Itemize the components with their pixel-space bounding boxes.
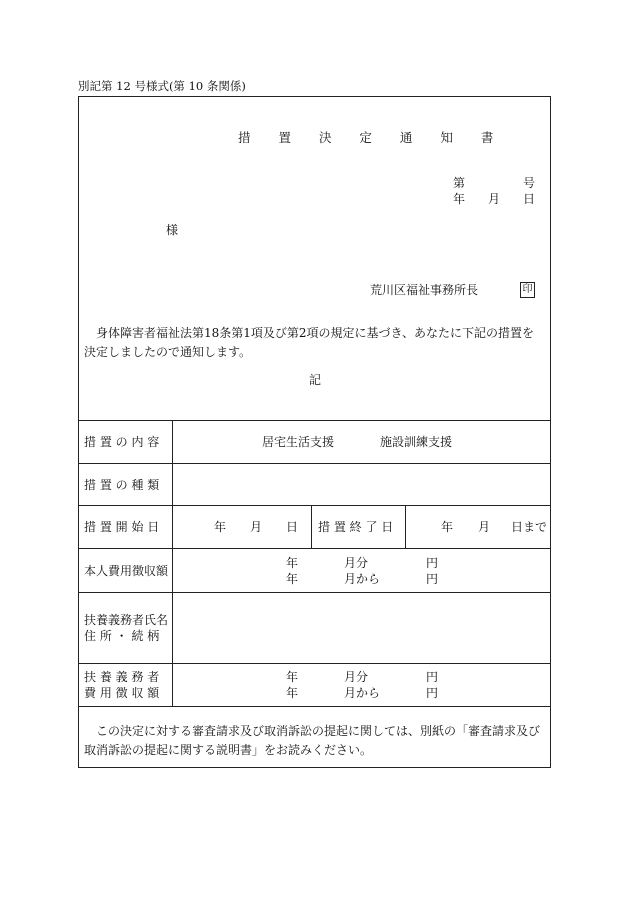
date-year: 年 — [453, 192, 466, 206]
self-fee-month-from: 月から — [344, 572, 381, 586]
table-top-border — [78, 420, 551, 421]
number-prefix: 第 — [453, 176, 466, 190]
date-month: 月 — [488, 192, 501, 206]
self-fee-label: 本人費用徴収額 — [84, 564, 169, 578]
self-fee-yen-1: 円 — [426, 556, 439, 570]
end-label-divider — [405, 505, 406, 548]
ki-mark: 記 — [309, 373, 322, 387]
self-fee-yen-2: 円 — [426, 572, 439, 586]
number-suffix: 号 — [523, 176, 536, 190]
row-divider — [78, 592, 551, 593]
row-divider — [78, 505, 551, 506]
guardian-fee-month-from: 月から — [344, 686, 381, 700]
table-bottom-border — [78, 706, 551, 707]
start-end-divider — [311, 505, 312, 548]
row-divider — [78, 548, 551, 549]
end-day-until: 日まで — [511, 520, 548, 534]
guardian-address-label: 住 所 ・ 続 柄 — [84, 629, 160, 643]
row-divider — [78, 663, 551, 664]
start-date-label: 措 置 開 始 日 — [84, 520, 160, 534]
end-month: 月 — [478, 520, 491, 534]
row-divider — [78, 463, 551, 464]
guardian-fee-year-1: 年 — [286, 670, 299, 684]
guardian-name-label: 扶養義務者氏名 — [84, 613, 169, 627]
end-date-label: 措 置 終 了 日 — [318, 520, 394, 534]
date-day: 日 — [523, 192, 536, 206]
guardian-fee-label-2: 費 用 徴 収 額 — [84, 686, 160, 700]
guardian-fee-month-portion: 月分 — [344, 670, 369, 684]
content-option-facility: 施設訓練支援 — [380, 435, 453, 449]
label-column-divider — [172, 420, 173, 706]
end-year: 年 — [441, 520, 454, 534]
body-text: 身体障害者福祉法第18条第1項及び第2項の規定に基づき、あなたに下記の措置を決定しましたので通知します。 — [84, 326, 535, 359]
form-label: 別記第 12 号様式(第 10 条関係) — [78, 79, 246, 93]
guardian-fee-yen-2: 円 — [426, 686, 439, 700]
start-day: 日 — [286, 520, 299, 534]
type-label: 措 置 の 種 類 — [84, 478, 160, 492]
guardian-fee-yen-1: 円 — [426, 670, 439, 684]
self-fee-year-2: 年 — [286, 572, 299, 586]
appeal-notice: この決定に対する審査請求及び取消訴訟の提起に関しては、別紙の「審査請求及び取消訴訟の提起に関する説明書」をお読みください。 — [84, 724, 541, 757]
content-label: 措 置 の 内 容 — [84, 435, 160, 449]
self-fee-year-1: 年 — [286, 556, 299, 570]
self-fee-month-portion: 月分 — [344, 556, 369, 570]
guardian-fee-year-2: 年 — [286, 686, 299, 700]
issuer-name: 荒川区福祉事務所長 — [370, 283, 479, 297]
start-month: 月 — [250, 520, 263, 534]
content-option-home: 居宅生活支援 — [262, 435, 335, 449]
document-frame — [78, 96, 551, 768]
start-year: 年 — [214, 520, 227, 534]
document-title: 措 置 決 定 通 知 書 — [238, 130, 506, 145]
addressee-suffix: 様 — [166, 223, 179, 237]
seal-box: 印 — [520, 282, 535, 298]
guardian-fee-label-1: 扶 養 義 務 者 — [84, 670, 160, 684]
